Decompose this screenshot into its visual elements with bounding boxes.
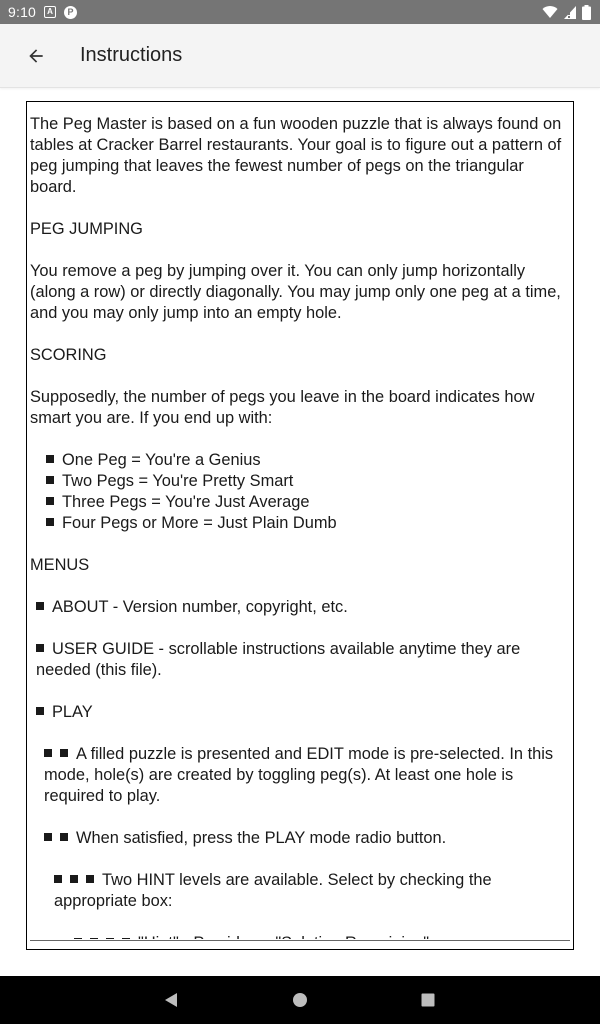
- status-left: [8, 4, 77, 20]
- scoring-list: [46, 450, 567, 534]
- bullet-square-icon: [86, 875, 94, 883]
- list-item: [46, 513, 567, 534]
- menu-user-guide-line: [30, 639, 567, 681]
- navigation-bar: [0, 976, 600, 1024]
- bullet-square-icon: [46, 455, 54, 463]
- menu-play-text: PLAY: [52, 703, 93, 721]
- nav-back-triangle-icon: [163, 992, 179, 1008]
- scoring-heading: SCORING: [30, 346, 107, 364]
- a-notification-icon: A: [44, 6, 56, 18]
- nav-back-button[interactable]: [147, 976, 195, 1024]
- bullet-square-icon: [36, 602, 44, 610]
- nav-home-circle-icon: [292, 992, 308, 1008]
- list-item: [46, 492, 567, 513]
- play-edit-text: A filled puzzle is presented and EDIT mode is pre-selected. In this mode, hole(s) are created by toggling peg(s). At least one hole is required to play.: [44, 745, 554, 805]
- menu-play-line: [30, 702, 567, 723]
- menu-user-guide-text: USER GUIDE - scrollable instructions available anytime they are needed (this file).: [36, 640, 521, 679]
- bullet-square-icon: [60, 749, 68, 757]
- nav-recents-square-icon: [420, 992, 436, 1008]
- status-right: [542, 5, 591, 20]
- status-bar: [0, 0, 600, 24]
- bullet-square-icon: [46, 476, 54, 484]
- bullet-square-icon: [46, 497, 54, 505]
- instructions-scroll-area[interactable]: [27, 102, 573, 949]
- arrow-back-icon: [26, 46, 46, 66]
- instructions-frame[interactable]: [26, 101, 574, 950]
- page-title: Instructions: [80, 44, 183, 66]
- bullet-square-icon: [70, 875, 78, 883]
- peg-jumping-paragraph: You remove a peg by jumping over it. You can only jump horizontally (along a row) or directly diagonally. You may jump only one peg at a time, and you may only jump into an empty hole.: [30, 262, 561, 322]
- bullet-square-icon: [46, 518, 54, 526]
- play-satisfied-line: [30, 828, 567, 849]
- play-hint-text: Two HINT levels are available. Select by checking the appropriate box:: [54, 871, 492, 910]
- back-button[interactable]: [8, 28, 64, 84]
- bullet-square-icon: [36, 707, 44, 715]
- play-satisfied-text: When satisfied, press the PLAY mode radio button.: [76, 829, 447, 847]
- signal-icon: [564, 5, 576, 19]
- bullet-square-icon: [44, 749, 52, 757]
- app-bar: [0, 24, 600, 88]
- bullet-square-icon: [44, 833, 52, 841]
- menus-heading: MENUS: [30, 556, 90, 574]
- menu-about-text: ABOUT - Version number, copyright, etc.: [52, 598, 348, 616]
- peg-jumping-heading: PEG JUMPING: [30, 220, 143, 238]
- menu-about-line: [30, 597, 567, 618]
- intro-paragraph: The Peg Master is based on a fun wooden puzzle that is always found on tables at Cracker Barrel restaurants. Your goal is to figure out a pattern of peg jumping that leaves the fewest number of pegs on the triangular board.: [30, 115, 562, 196]
- status-time: 9:10: [8, 4, 37, 20]
- p-notification-icon: P: [64, 6, 77, 19]
- nav-recents-button[interactable]: [404, 976, 452, 1024]
- bullet-square-icon: [54, 875, 62, 883]
- scoring-item-label: Three Pegs = You're Just Average: [62, 493, 310, 511]
- bullet-square-icon: [60, 833, 68, 841]
- list-item: [46, 450, 567, 471]
- scoring-item-label: Two Pegs = You're Pretty Smart: [62, 472, 294, 490]
- scoring-paragraph: Supposedly, the number of pegs you leave in the board indicates how smart you are. If you end up with:: [30, 388, 535, 427]
- play-hint-line: [30, 870, 567, 912]
- scoring-item-label: One Peg = You're a Genius: [62, 451, 261, 469]
- bullet-square-icon: [36, 644, 44, 652]
- wifi-icon: [542, 5, 558, 19]
- list-item: [46, 471, 567, 492]
- play-edit-line: [30, 744, 567, 807]
- battery-icon: [582, 5, 591, 20]
- nav-home-button[interactable]: [276, 976, 324, 1024]
- content-bottom-divider: [30, 940, 570, 941]
- scoring-item-label: Four Pegs or More = Just Plain Dumb: [62, 514, 337, 532]
